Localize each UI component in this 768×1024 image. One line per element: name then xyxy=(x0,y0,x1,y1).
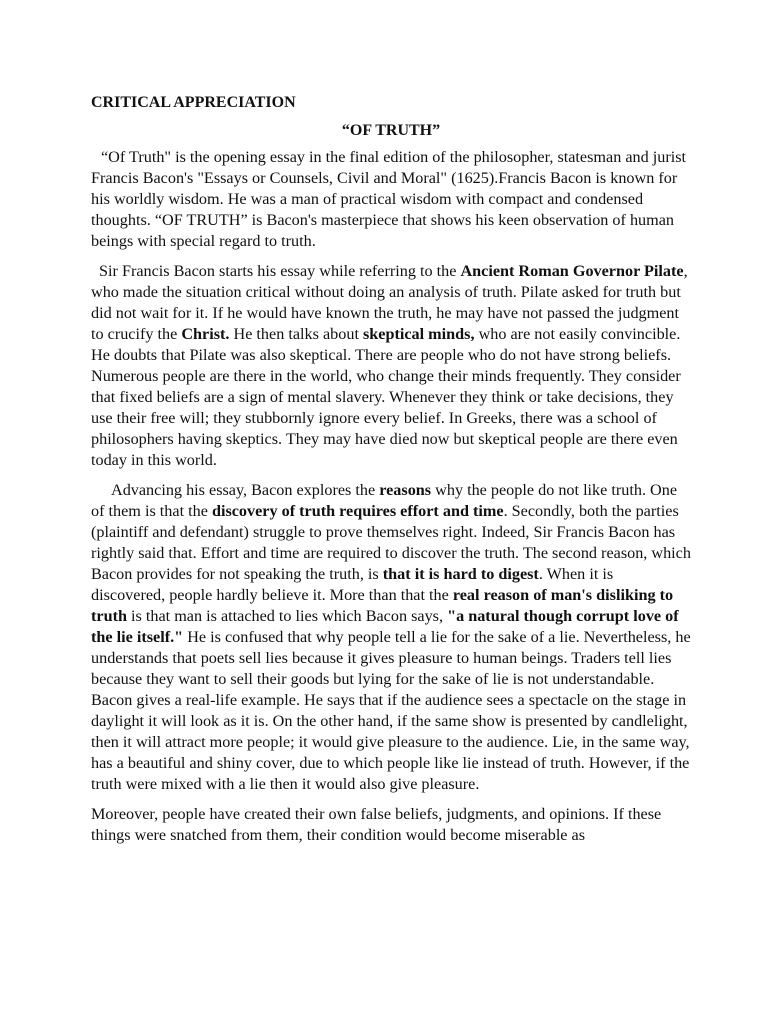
paragraph-intro xyxy=(91,147,691,252)
document-page xyxy=(91,92,691,855)
paragraph-text: He then talks about xyxy=(229,325,363,343)
paragraph-false-beliefs xyxy=(91,804,691,846)
bold-phrase: Ancient Roman Governor Pilate xyxy=(460,262,684,280)
bold-phrase: real reason of man's disliking to truth xyxy=(91,586,674,625)
paragraph-reasons xyxy=(91,480,691,795)
bold-phrase: Christ. xyxy=(181,325,230,343)
bold-phrase: "a natural though corrupt love of the lie itself." xyxy=(91,607,679,646)
paragraph-text: . When it is discovered, people hardly believe it. More than that the xyxy=(91,565,614,604)
document-heading: CRITICAL APPRECIATION xyxy=(91,94,296,111)
paragraph-text: He is confused that why people tell a lie for the sake of a lie. Nevertheless, he understands that poets sell lies because it gives pleasure to human beings. Traders tell lies because they want to sell their goods but lying for the sake of lie is not understandable. Bacon gives a real-life example. He says that if the audience sees a spectacle on the stage in daylight it will look as it is. On the other hand, if the same show is presented by candlelight, then it will attract more people; it would give pleasure to the audience. Lie, in the same way, has a beautiful and shiny cover, due to which people like lie instead of truth. However, if the truth were mixed with a lie then it would also give pleasure. xyxy=(91,628,691,793)
paragraph-text: who are not easily convincible. He doubts that Pilate was also skeptical. There are people who do not have strong beliefs. Numerous people are there in the world, who change their minds frequently. They consider that fixed beliefs are a sign of mental slavery. Whenever they think or take decisions, they use their free will; they stubbornly ignore every belief. In Greeks, there was a school of philosophers having skeptics. They may have died now but skeptical people are there even today in this world. xyxy=(91,325,681,469)
bold-phrase: that it is hard to digest xyxy=(382,565,539,583)
paragraph-text: why the people do not like truth. One of them is that the xyxy=(91,481,678,520)
paragraph-text: Moreover, people have created their own false beliefs, judgments, and opinions. If these things were snatched from them, their condition would become miserable as xyxy=(91,805,662,844)
bold-phrase: skeptical minds, xyxy=(362,325,475,343)
bold-phrase: discovery of truth requires effort and time xyxy=(211,502,504,520)
paragraph-pilate xyxy=(91,261,691,471)
paragraph-text: , who made the situation critical without doing an analysis of truth. Pilate asked for truth but did not wait for it. If he would have known the truth, he may have not passed the judgment to crucify the xyxy=(91,262,688,343)
paragraph-text: Advancing his essay, Bacon explores the xyxy=(111,481,380,499)
paragraph-text: . Secondly, both the parties (plaintiff and defendant) struggle to prove themselves right. Indeed, Sir Francis Bacon has rightly said that. Effort and time are required to discover the truth. The second reason, which Bacon provides for not speaking the truth, is xyxy=(91,502,691,583)
paragraph-text: Sir Francis Bacon starts his essay while referring to the xyxy=(99,262,461,280)
paragraph-text: is that man is attached to lies which Bacon says, xyxy=(126,607,448,625)
paragraph-text: “Of Truth" is the opening essay in the final edition of the philosopher, statesman and jurist Francis Bacon's "Essays or Counsels, Civil and Moral" (1625).Francis Bacon is known for his worldly wisdom. He was a man of practical wisdom with compact and condensed thoughts. “OF TRUTH” is Bacon's masterpiece that shows his keen observation of human beings with special regard to truth. xyxy=(91,148,687,250)
essay-title: “OF TRUTH” xyxy=(341,122,441,139)
bold-phrase: reasons xyxy=(379,481,432,499)
